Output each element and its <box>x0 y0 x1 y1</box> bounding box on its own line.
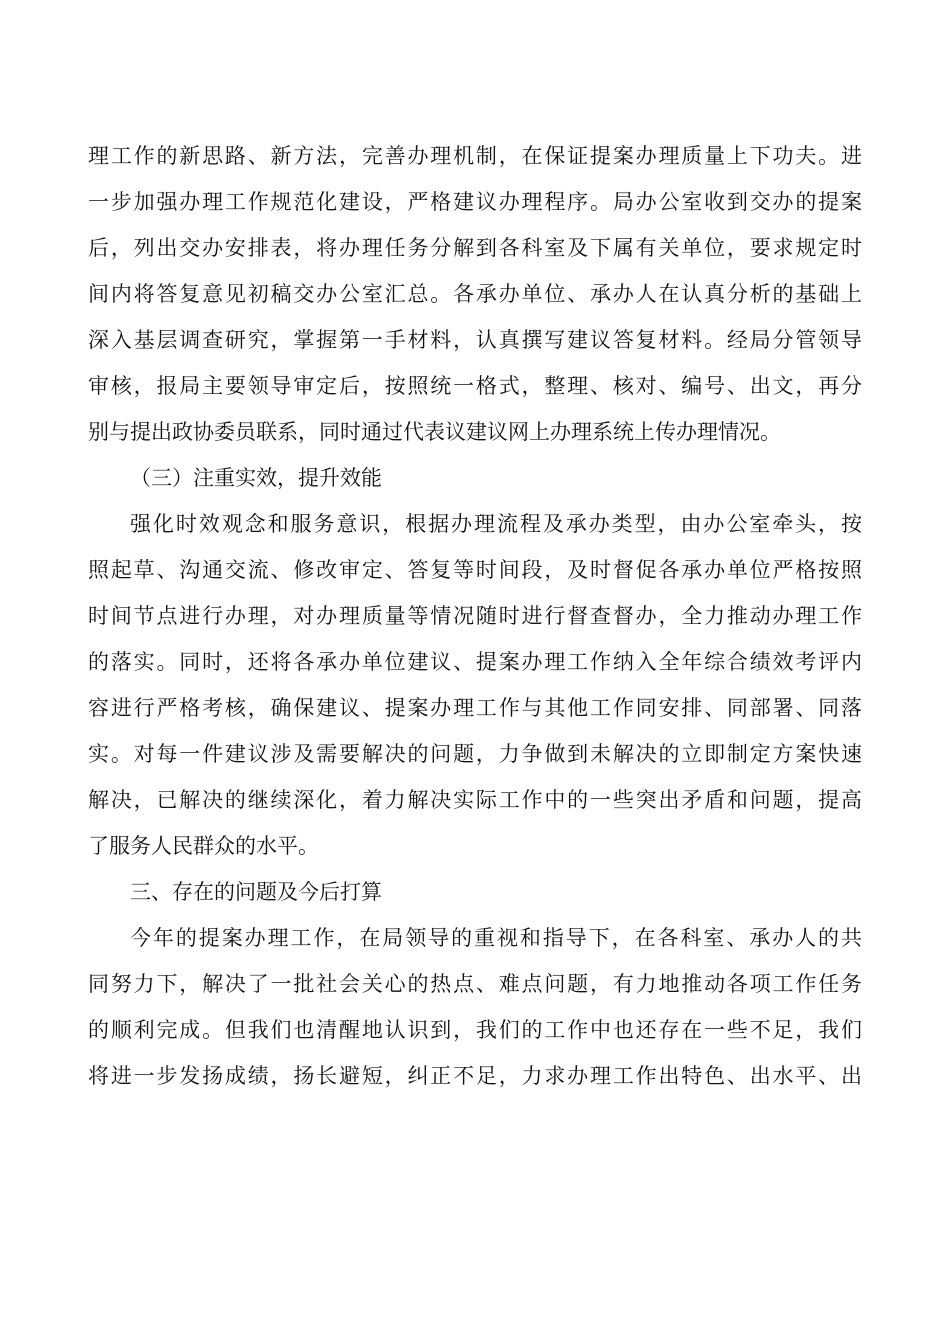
text-line: 理工作的新思路、新方法，完善办理机制，在保证提案办理质量上下功夫。进 <box>88 144 862 168</box>
text-line: 的落实。同时，还将各承办单位建议、提案办理工作纳入全年综合绩效考评内 <box>88 650 862 674</box>
text-line: 容进行严格考核，确保建议、提案办理工作与其他工作同安排、同部署、同落 <box>88 696 862 720</box>
heading-text: 三、存在的问题及今后打算 <box>130 880 382 904</box>
text-line: 后，列出交办安排表，将办理任务分解到各科室及下属有关单位，要求规定时 <box>88 236 862 260</box>
body-paragraph <box>88 133 862 455</box>
body-paragraph <box>88 501 862 869</box>
body-paragraph <box>88 915 862 1099</box>
text-line: 时间节点进行办理，对办理质量等情况随时进行督查督办，全力推动办理工作 <box>88 604 862 628</box>
text-line: 间内将答复意见初稿交办公室汇总。各承办单位、承办人在认真分析的基础上 <box>88 282 862 306</box>
text-line: 今年的提案办理工作，在局领导的重视和指导下，在各科室、承办人的共 <box>130 926 862 950</box>
text-line: 别与提出政协委员联系，同时通过代表议建议网上办理系统上传办理情况。 <box>88 420 781 444</box>
text-line: 强化时效观念和服务意识，根据办理流程及承办类型，由办公室牵头，按 <box>130 512 862 536</box>
text-line: 将进一步发扬成绩，扬长避短，纠正不足，力求办理工作出特色、出水平、出 <box>88 1064 862 1088</box>
text-line: 一步加强办理工作规范化建设，严格建议办理程序。局办公室收到交办的提案 <box>88 190 862 214</box>
section-heading <box>88 455 862 501</box>
text-line: 了服务人民群众的水平。 <box>88 834 319 858</box>
section-heading <box>88 869 862 915</box>
text-line: 同努力下，解决了一批社会关心的热点、难点问题，有力地推动各项工作任务 <box>88 972 862 996</box>
heading-text: （三）注重实效，提升效能 <box>130 466 382 490</box>
text-line: 审核，报局主要领导审定后，按照统一格式，整理、核对、编号、出文，再分 <box>88 374 862 398</box>
text-line: 解决，已解决的继续深化，着力解决实际工作中的一些突出矛盾和问题，提高 <box>88 788 862 812</box>
text-line: 实。对每一件建议涉及需要解决的问题，力争做到未解决的立即制定方案快速 <box>88 742 862 766</box>
text-line: 照起草、沟通交流、修改审定、答复等时间段，及时督促各承办单位严格按照 <box>88 558 862 582</box>
document-page <box>88 133 862 1099</box>
text-line: 深入基层调查研究，掌握第一手材料，认真撰写建议答复材料。经局分管领导 <box>88 328 862 352</box>
text-line: 的顺利完成。但我们也清醒地认识到，我们的工作中也还存在一些不足，我们 <box>88 1018 862 1042</box>
